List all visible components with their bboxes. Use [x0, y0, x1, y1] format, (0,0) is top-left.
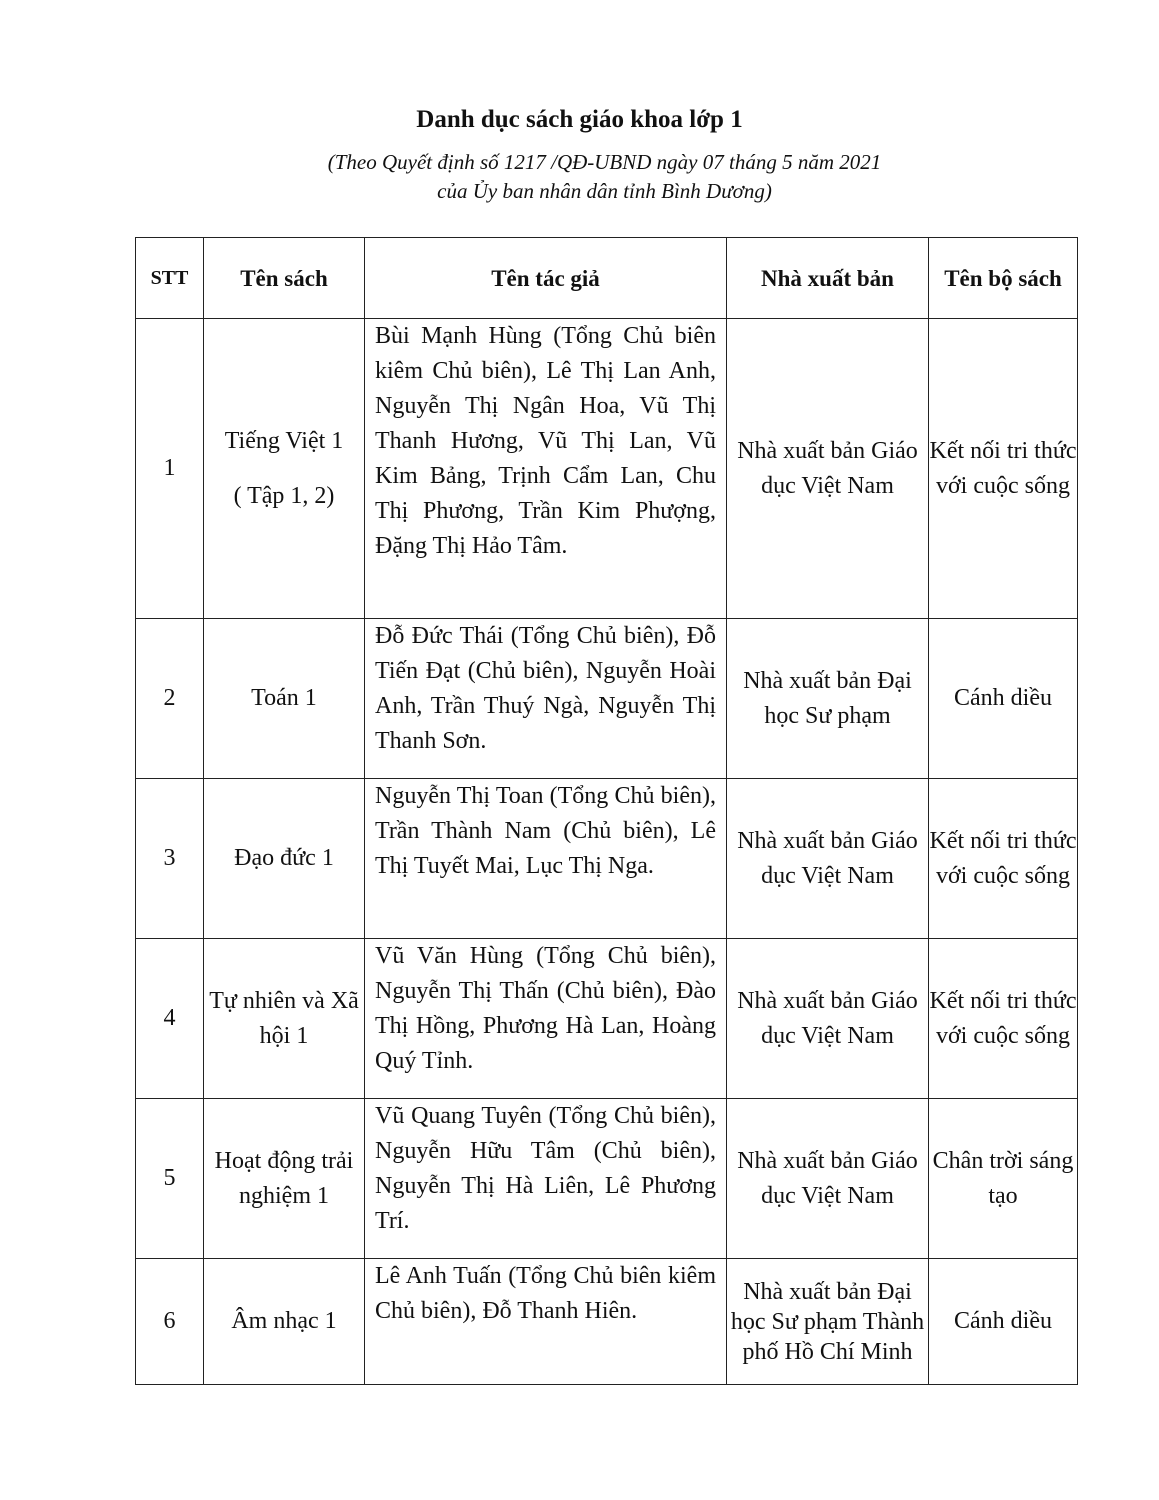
- cell-book-name: Toán 1: [204, 619, 365, 779]
- table-row: [136, 779, 1078, 939]
- cell-book-name: [204, 319, 365, 619]
- cell-stt: 2: [136, 619, 204, 779]
- document-subtitle: [0, 148, 1159, 206]
- table-row: [136, 1259, 1078, 1385]
- cell-stt: 6: [136, 1259, 204, 1385]
- cell-publisher: Nhà xuất bản Giáo dục Việt Nam: [727, 1099, 929, 1259]
- cell-publisher: Nhà xuất bản Giáo dục Việt Nam: [727, 779, 929, 939]
- table-header-row: [136, 238, 1078, 319]
- cell-stt: 4: [136, 939, 204, 1099]
- cell-book-set: Kết nối tri thức với cuộc sống: [929, 319, 1078, 619]
- cell-stt: 1: [136, 319, 204, 619]
- cell-authors: Nguyễn Thị Toan (Tổng Chủ biên), Trần Thành Nam (Chủ biên), Lê Thị Tuyết Mai, Lục Thị Nga.: [365, 779, 727, 939]
- cell-publisher: Nhà xuất bản Giáo dục Việt Nam: [727, 939, 929, 1099]
- table-row: [136, 1099, 1078, 1259]
- cell-book-name: Âm nhạc 1: [204, 1259, 365, 1385]
- header-book-set: Tên bộ sách: [929, 238, 1078, 319]
- subtitle-line-2: của Ủy ban nhân dân tỉnh Bình Dương): [437, 179, 772, 203]
- book-name-sub: ( Tập 1, 2): [233, 482, 335, 509]
- cell-book-set: Chân trời sáng tạo: [929, 1099, 1078, 1259]
- cell-book-set: Cánh diều: [929, 1259, 1078, 1385]
- header-authors: Tên tác giả: [365, 238, 727, 319]
- table-row: [136, 319, 1078, 619]
- cell-book-name: Tự nhiên và Xã hội 1: [204, 939, 365, 1099]
- table-row: [136, 619, 1078, 779]
- document-title: Danh dục sách giáo khoa lớp 1: [416, 106, 743, 133]
- cell-stt: 5: [136, 1099, 204, 1259]
- cell-book-set: Kết nối tri thức với cuộc sống: [929, 939, 1078, 1099]
- cell-publisher: Nhà xuất bản Đại học Sư phạm: [727, 619, 929, 779]
- cell-publisher: Nhà xuất bản Giáo dục Việt Nam: [727, 319, 929, 619]
- cell-authors: Vũ Quang Tuyên (Tổng Chủ biên), Nguyễn Hữu Tâm (Chủ biên), Nguyễn Thị Hà Liên, Lê Phương Trí.: [365, 1099, 727, 1259]
- cell-publisher: Nhà xuất bản Đại học Sư phạm Thành phố Hồ Chí Minh: [727, 1259, 929, 1385]
- cell-authors: Lê Anh Tuấn (Tổng Chủ biên kiêm Chủ biên), Đỗ Thanh Hiên.: [365, 1259, 727, 1385]
- textbook-table: [135, 237, 1078, 1385]
- cell-book-set: Cánh diều: [929, 619, 1078, 779]
- subtitle-line-1: (Theo Quyết định số 1217 /QĐ-UBND ngày 07 tháng 5 năm 2021: [327, 150, 882, 174]
- header-book-name: Tên sách: [204, 238, 365, 319]
- cell-authors: Vũ Văn Hùng (Tổng Chủ biên), Nguyễn Thị Thấn (Chủ biên), Đào Thị Hồng, Phương Hà Lan, Hoàng Quý Tỉnh.: [365, 939, 727, 1099]
- cell-book-set: Kết nối tri thức với cuộc sống: [929, 779, 1078, 939]
- header-stt: STT: [136, 238, 204, 319]
- cell-book-name: Đạo đức 1: [204, 779, 365, 939]
- cell-stt: 3: [136, 779, 204, 939]
- cell-book-name: Hoạt động trải nghiệm 1: [204, 1099, 365, 1259]
- header-publisher: Nhà xuất bản: [727, 238, 929, 319]
- table-row: [136, 939, 1078, 1099]
- cell-authors: Đỗ Đức Thái (Tổng Chủ biên), Đỗ Tiến Đạt (Chủ biên), Nguyễn Hoài Anh, Trần Thuý Ngà, Nguyễn Thị Thanh Sơn.: [365, 619, 727, 779]
- book-name-main: Tiếng Việt 1: [224, 427, 344, 454]
- cell-authors: Bùi Mạnh Hùng (Tổng Chủ biên kiêm Chủ biên), Lê Thị Lan Anh, Nguyễn Thị Ngân Hoa, Vũ Thị Thanh Hương, Vũ Thị Lan, Vũ Kim Bảng, Trịnh Cẩm Lan, Chu Thị Phương, Trần Kim Phượng, Đặng Thị Hảo Tâm.: [365, 319, 727, 619]
